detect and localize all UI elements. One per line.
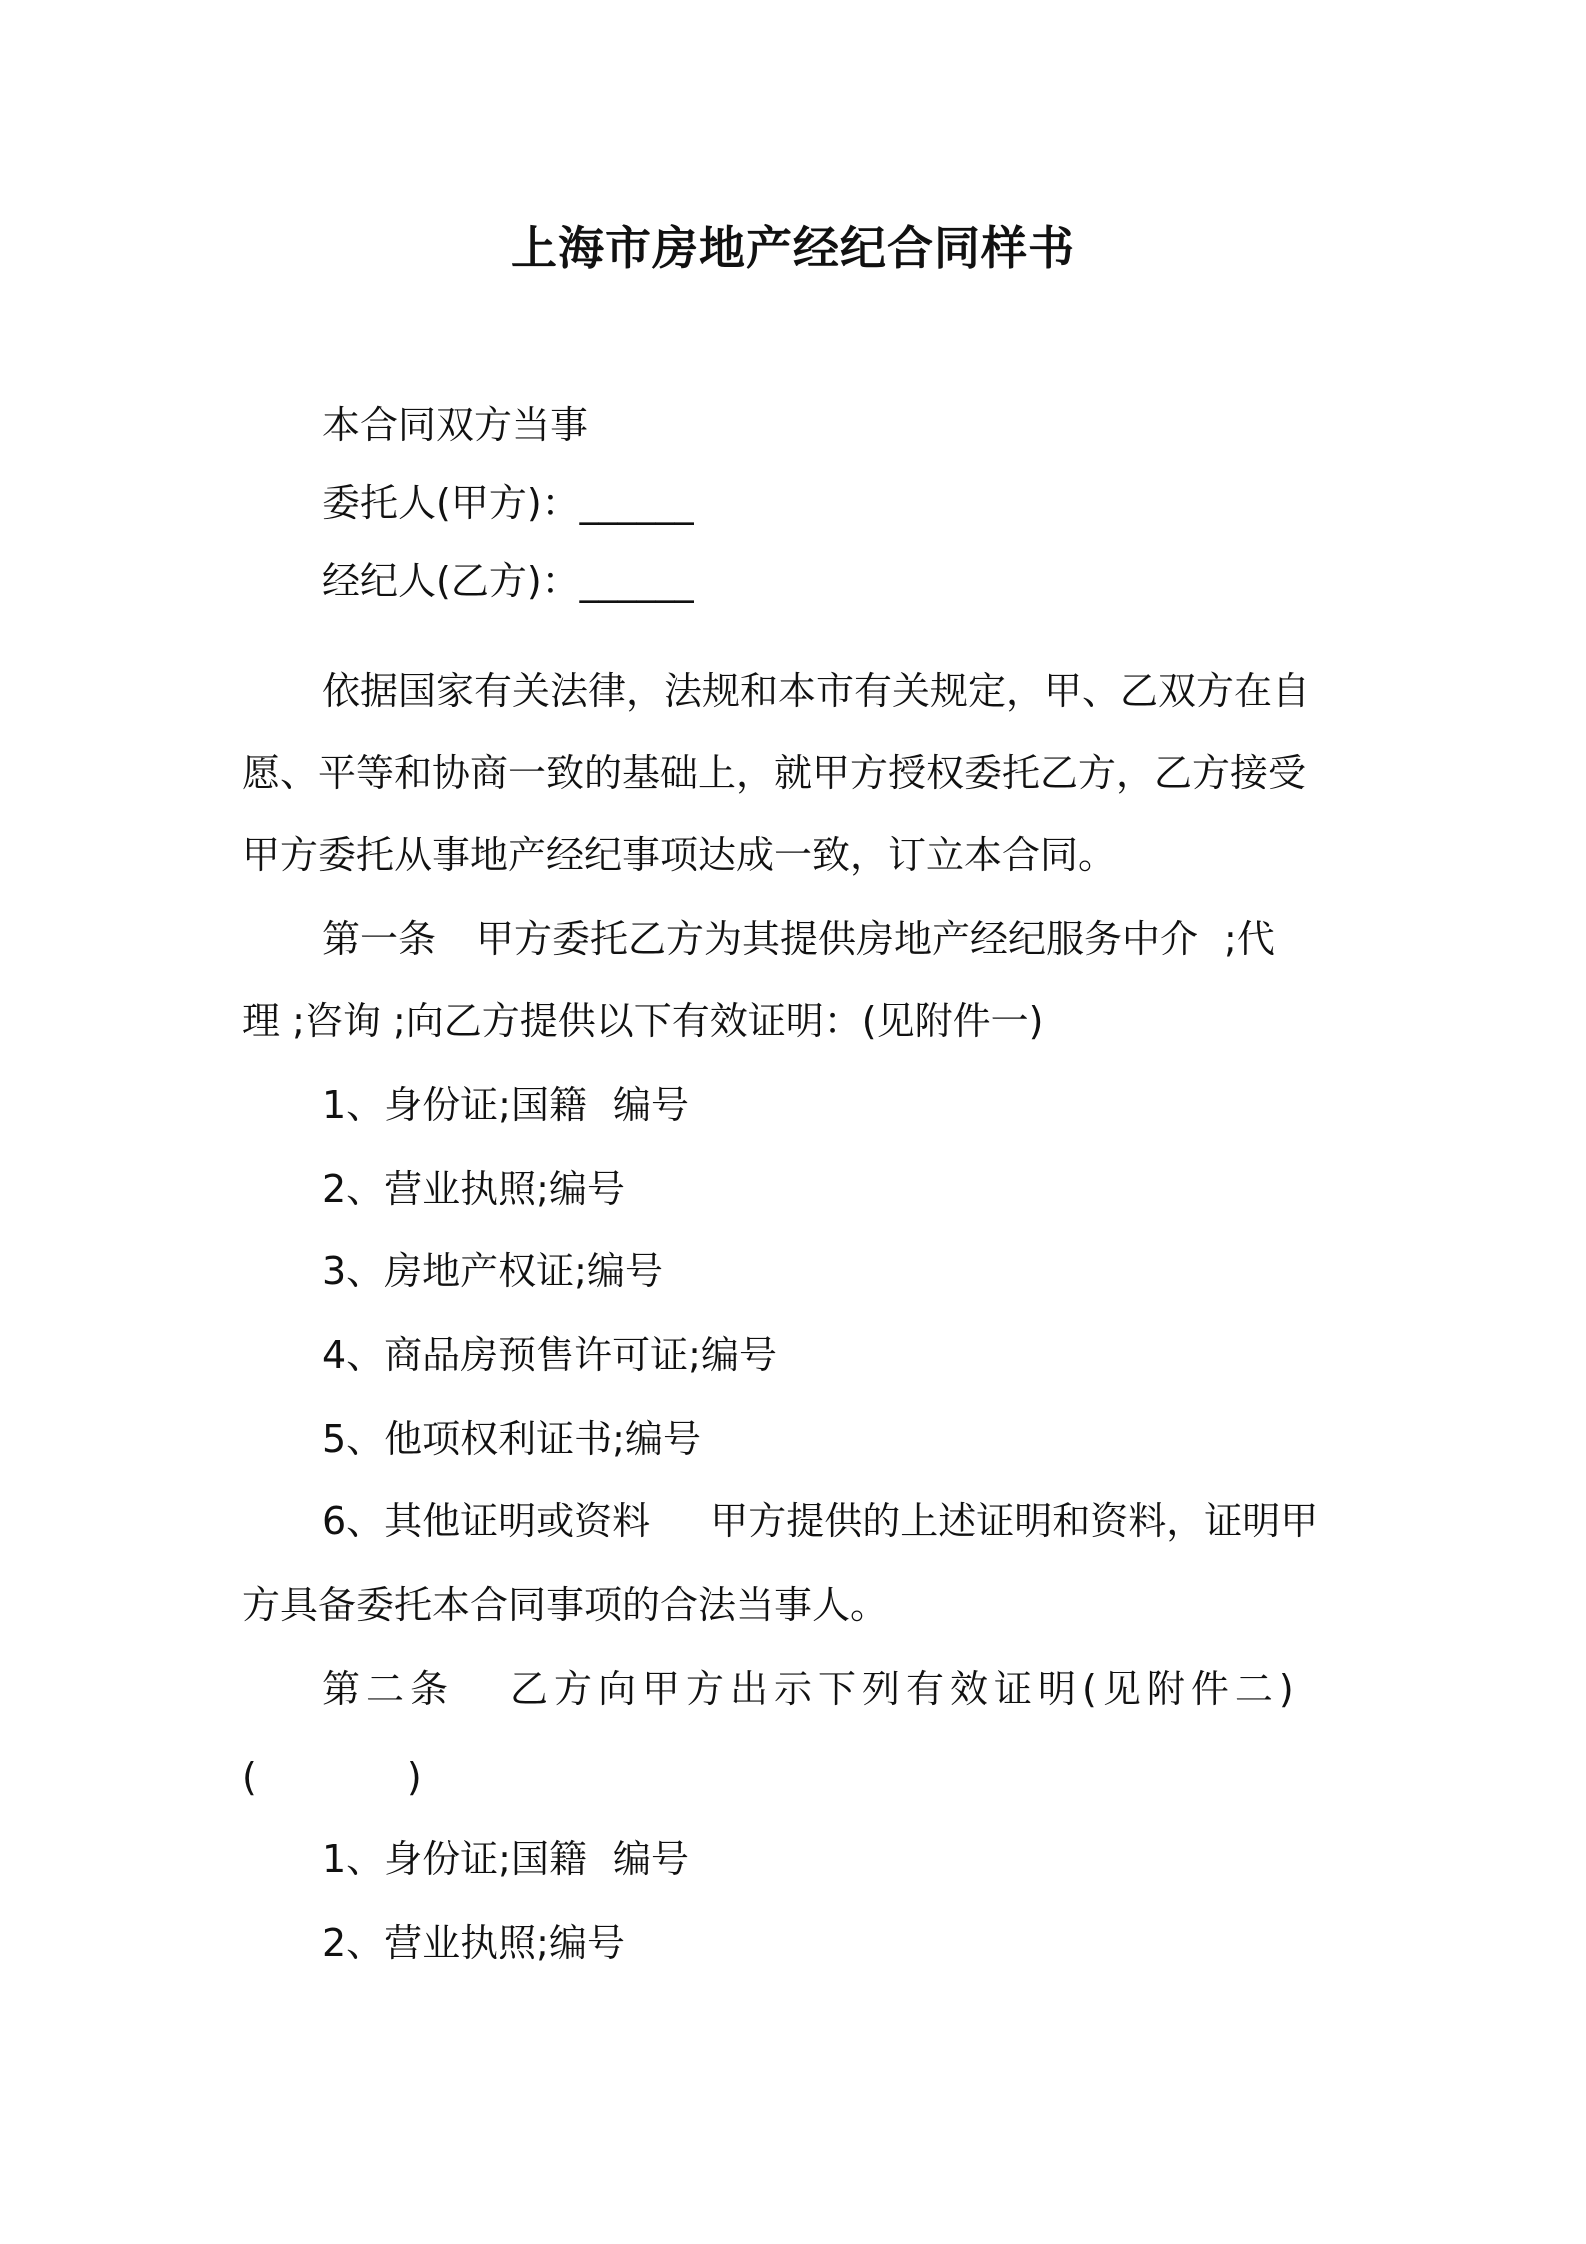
article2-label: 第二条 (322, 1667, 455, 1711)
item-head: 1、身份证;国籍 (322, 1837, 587, 1881)
document-title: 上海市房地产经纪合同样书 (511, 221, 1075, 275)
article1-text: 甲方委托乙方为其提供房地产经纪服务中介 (476, 917, 1199, 961)
article1-item-2: 2、营业执照;编号 (322, 1167, 625, 1211)
preamble-line-2: 愿、平等和协商一致的基础上，就甲方授权委托乙方，乙方接受 (242, 751, 1307, 795)
article1-item-6 (322, 1496, 1318, 1546)
item-head: 1、身份证;国籍 (322, 1083, 587, 1127)
article1-line-2: 理 ;咨询 ;向乙方提供以下有效证明：(见附件一) (242, 999, 1044, 1043)
parties-heading: 本合同双方当事 (322, 403, 589, 447)
item6-head: 6、其他证明或资料 (322, 1499, 651, 1543)
article1-line-1 (322, 914, 1275, 964)
article1-label: 第一条 (322, 917, 437, 961)
article2-item-1 (322, 1834, 689, 1884)
article2-paren-line (242, 1752, 422, 1802)
article2-item-2: 2、营业执照;编号 (322, 1921, 625, 1965)
principal-line: 委托人(甲方)：______ (322, 481, 694, 525)
item6-text: 甲方提供的上述证明和资料，证明甲 (710, 1499, 1319, 1543)
article1-item-6-cont: 方具备委托本合同事项的合法当事人。 (242, 1583, 889, 1627)
article1-item-4: 4、商品房预售许可证;编号 (322, 1333, 777, 1377)
paren-open: ( (242, 1755, 257, 1799)
article2-line-1 (322, 1664, 1300, 1714)
article1-tail: ;代 (1224, 917, 1275, 961)
article1-item-3: 3、房地产权证;编号 (322, 1249, 663, 1293)
broker-line: 经纪人(乙方)：______ (322, 559, 694, 603)
article1-item-5: 5、他项权利证书;编号 (322, 1417, 701, 1461)
article1-item-1 (322, 1080, 689, 1130)
preamble-line-3: 甲方委托从事地产经纪事项达成一致，订立本合同。 (242, 833, 1117, 877)
item-tail: 编号 (612, 1837, 689, 1881)
paren-close: ) (406, 1755, 422, 1799)
item-tail: 编号 (612, 1083, 689, 1127)
article2-text: 乙方向甲方出示下列有效证明(见附件二) (510, 1667, 1300, 1711)
preamble-line-1: 依据国家有关法律，法规和本市有关规定，甲、乙双方在自 (322, 669, 1311, 713)
